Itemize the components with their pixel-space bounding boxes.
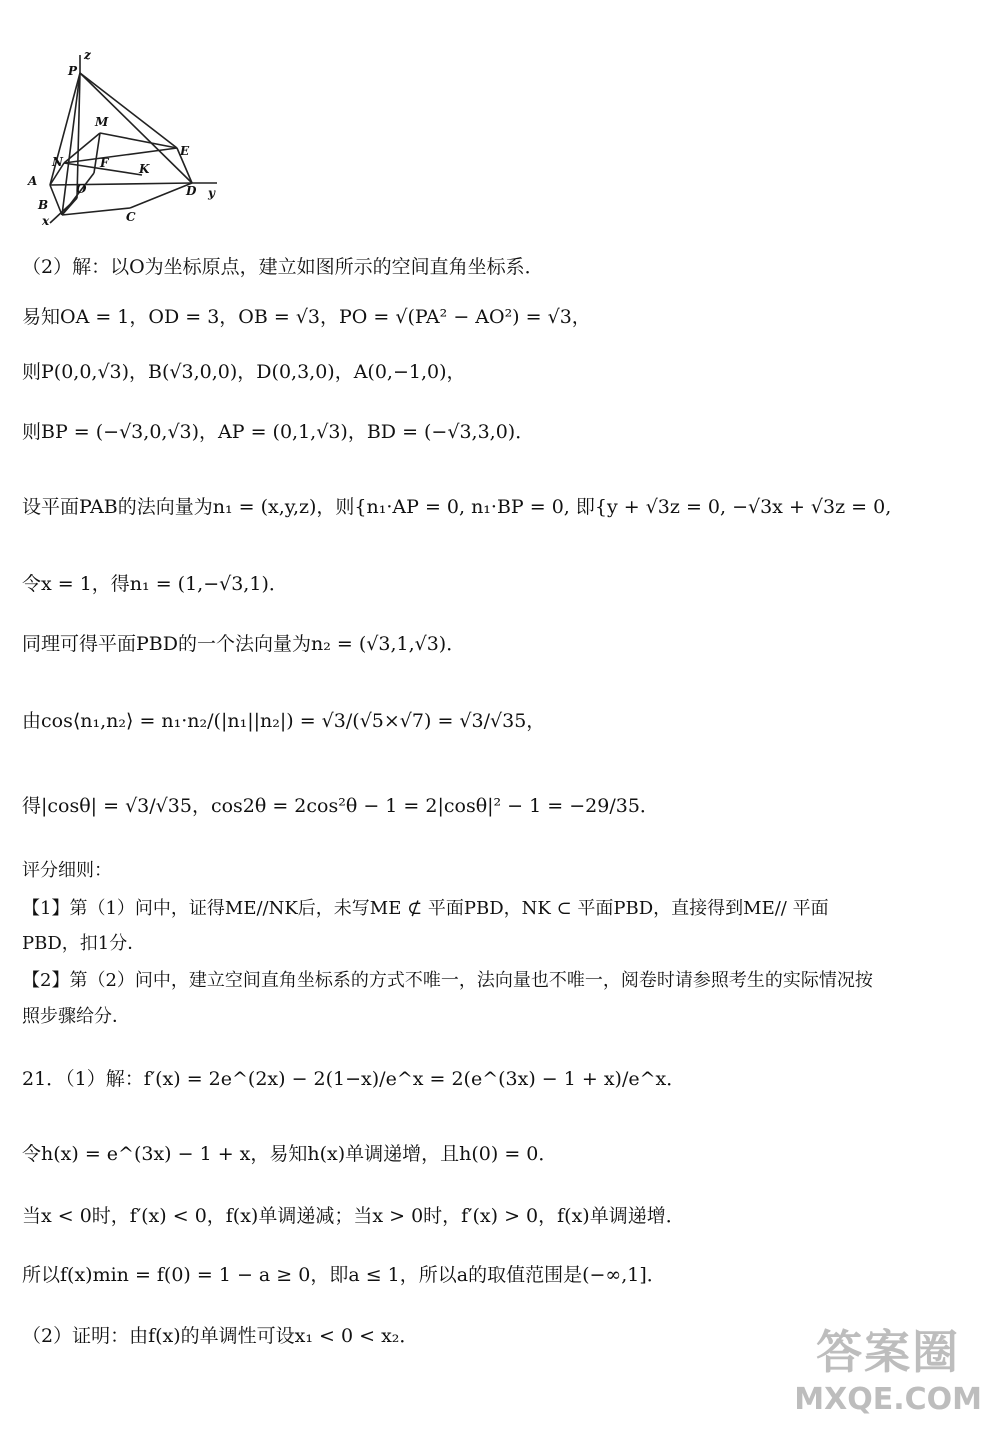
q21-line2: 令h(x) = e^(3x) − 1 + x，易知h(x)单调递增，且h(0) = 0． bbox=[22, 1143, 558, 1165]
part2-intro: （2）解：以O为坐标原点，建立如图所示的空间直角坐标系． bbox=[22, 256, 544, 278]
part2-line8: 得|cosθ| = √3/√35，cos2θ = 2cos²θ − 1 = 2|cosθ|² − 1 = −29/35． bbox=[22, 795, 659, 817]
scoring-item1-b: PBD，扣1分． bbox=[22, 933, 146, 954]
label-P: P bbox=[68, 64, 78, 78]
scoring-title: 评分细则： bbox=[22, 860, 112, 881]
label-A: A bbox=[28, 174, 38, 188]
label-N: N bbox=[52, 155, 63, 169]
watermark-logo: 答案圈 bbox=[816, 1325, 961, 1379]
label-F: F bbox=[100, 156, 109, 170]
scoring-item1-a: 【1】第（1）问中，证得ME//NK后，未写ME ⊄ 平面PBD，NK ⊂ 平面PBD，直接得到ME// 平面 bbox=[22, 898, 829, 919]
q21-line3: 当x < 0时，f′(x) < 0，f(x)单调递减；当x > 0时，f′(x) > 0，f(x)单调递增． bbox=[22, 1205, 685, 1227]
label-O: O bbox=[76, 182, 87, 196]
q21-line5: （2）证明：由f(x)的单调性可设x₁ < 0 < x₂． bbox=[22, 1325, 419, 1347]
label-x: x bbox=[42, 214, 50, 228]
label-B: B bbox=[38, 198, 49, 212]
label-z: z bbox=[84, 48, 91, 62]
label-y: y bbox=[208, 186, 215, 200]
part2-line4: 设平面PAB的法向量为n₁ = (x,y,z)，则{n₁·AP = 0, n₁·BP = 0, 即{y + √3z = 0, −√3x + √3z = 0, bbox=[22, 496, 892, 518]
label-K: K bbox=[139, 162, 150, 176]
watermark-url: MXQE.COM bbox=[794, 1382, 982, 1417]
label-M: M bbox=[95, 115, 109, 129]
label-C: C bbox=[126, 210, 136, 224]
label-E: E bbox=[180, 144, 190, 158]
scoring-item2-a: 【2】第（2）问中，建立空间直角坐标系的方式不唯一，法向量也不唯一，阅卷时请参照考生的实际情况按 bbox=[22, 970, 873, 991]
part2-line2: 则P(0,0,√3)，B(√3,0,0)，D(0,3,0)，A(0,−1,0)， bbox=[22, 361, 466, 383]
part2-line3: 则BP = (−√3,0,√3)，AP = (0,1,√3)，BD = (−√3,3,0)． bbox=[22, 421, 535, 443]
watermark bbox=[794, 1316, 982, 1417]
q21-line4: 所以f(x)min = f(0) = 1 − a ≥ 0，即a ≤ 1，所以a的取值范围是(−∞,1]． bbox=[22, 1264, 666, 1286]
part2-line7: 由cos⟨n₁,n₂⟩ = n₁·n₂/(|n₁||n₂|) = √3/(√5×√7) = √3/√35， bbox=[22, 710, 546, 732]
label-D: D bbox=[186, 184, 197, 198]
pyramid-figure bbox=[22, 45, 232, 230]
q21-line1: 21．（1）解：f′(x) = 2e^(2x) − 2(1−x)/e^x = 2(e^(3x) − 1 + x)/e^x． bbox=[22, 1068, 686, 1090]
part2-line5: 令x = 1，得n₁ = (1,−√3,1)． bbox=[22, 573, 288, 595]
scoring-item2-b: 照步骤给分． bbox=[22, 1006, 130, 1027]
part2-line6: 同理可得平面PBD的一个法向量为n₂ = (√3,1,√3)． bbox=[22, 633, 466, 655]
part2-line1: 易知OA = 1，OD = 3，OB = √3，PO = √(PA² − AO²) = √3， bbox=[22, 306, 591, 328]
